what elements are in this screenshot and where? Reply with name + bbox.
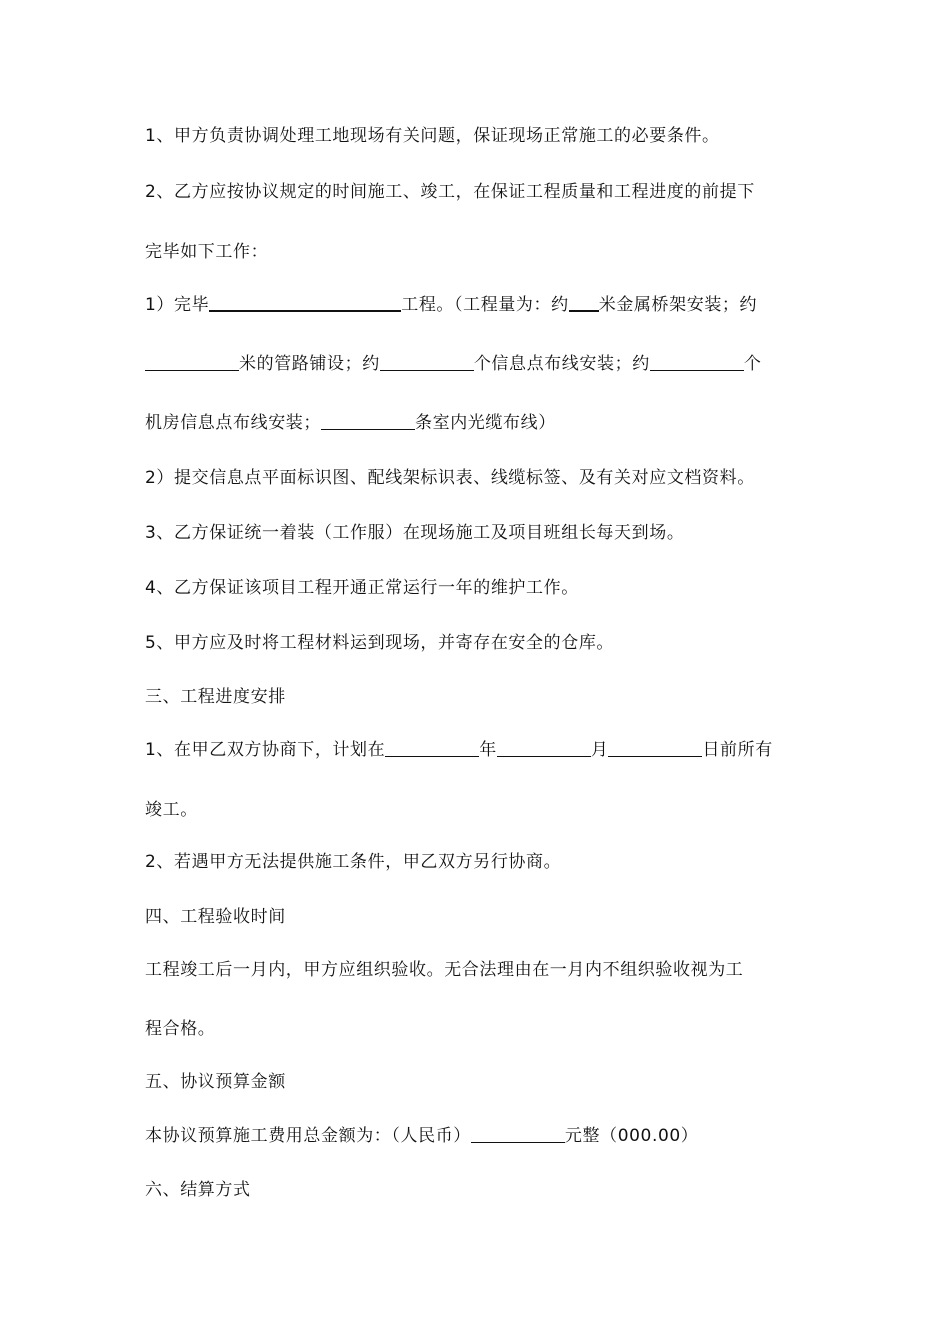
blank-info-points: [380, 352, 474, 371]
text-segment: 元整（000.00）: [564, 1126, 699, 1146]
blank-project-name: [209, 292, 401, 312]
acceptance-clause: 工程竣工后一月内，甲方应组织验收。无合法理由在一月内不组织验收视为工: [145, 960, 744, 980]
clause-2-party-b-duties: 2、乙方应按协议规定的时间施工、竣工，在保证工程质量和工程进度的前提下: [145, 182, 755, 202]
section-4-heading: 四、工程验收时间: [145, 907, 286, 927]
text-segment: 工程。（工程量为：约: [401, 295, 569, 315]
text-segment: 日前所有: [702, 740, 773, 760]
work-item-1-line-3: [145, 411, 556, 435]
clause-4-maintenance: 4、乙方保证该项目工程开通正常运行一年的维护工作。: [145, 578, 579, 598]
work-item-1-line-2: [145, 352, 761, 376]
text-segment: 本协议预算施工费用总金额为：（人民币）: [145, 1126, 471, 1146]
clause-3-uniform: 3、乙方保证统一着装（工作服）在现场施工及项目班组长每天到场。: [145, 523, 685, 543]
blank-month: [497, 738, 591, 757]
blank-pipe-meters: [145, 352, 239, 371]
work-item-2: 2）提交信息点平面标识图、配线架标识表、线缆标签、及有关对应文档资料。: [145, 468, 755, 488]
text-segment: 米金属桥架安装；约: [598, 295, 758, 315]
schedule-clause-1-continued: 竣工。: [145, 800, 198, 820]
text-segment: 1）完毕: [145, 295, 210, 315]
blank-fiber-count: [321, 411, 415, 430]
budget-amount-line: [145, 1124, 698, 1148]
blank-tray-meters: [569, 292, 599, 312]
text-segment: 1、在甲乙双方协商下，计划在: [145, 740, 386, 760]
text-segment: 机房信息点布线安装；: [145, 413, 321, 433]
blank-year: [385, 738, 479, 757]
blank-day: [608, 738, 702, 757]
text-segment: 个信息点布线安装；约: [473, 354, 650, 374]
blank-amount: [471, 1124, 565, 1143]
clause-5-materials: 5、甲方应及时将工程材料运到现场，并寄存在安全的仓库。: [145, 633, 615, 653]
acceptance-clause-continued: 程合格。: [145, 1019, 216, 1039]
text-segment: 米的管路铺设；约: [239, 354, 380, 374]
blank-room-points: [650, 352, 744, 371]
section-5-heading: 五、协议预算金额: [145, 1072, 286, 1092]
schedule-clause-2: 2、若遇甲方无法提供施工条件，甲乙双方另行协商。: [145, 852, 562, 872]
text-segment: 月: [590, 740, 609, 760]
schedule-clause-1: [145, 738, 773, 762]
section-6-heading: 六、结算方式: [145, 1180, 251, 1200]
section-3-heading: 三、工程进度安排: [145, 687, 286, 707]
work-item-1: [145, 292, 757, 317]
text-segment: 条室内光缆布线）: [415, 413, 556, 433]
text-segment: 年: [479, 740, 497, 760]
clause-2-continued: 完毕如下工作：: [145, 242, 269, 262]
clause-1-party-a-duties: 1、甲方负责协调处理工地现场有关问题，保证现场正常施工的必要条件。: [145, 126, 720, 146]
text-segment: 个: [743, 354, 762, 374]
